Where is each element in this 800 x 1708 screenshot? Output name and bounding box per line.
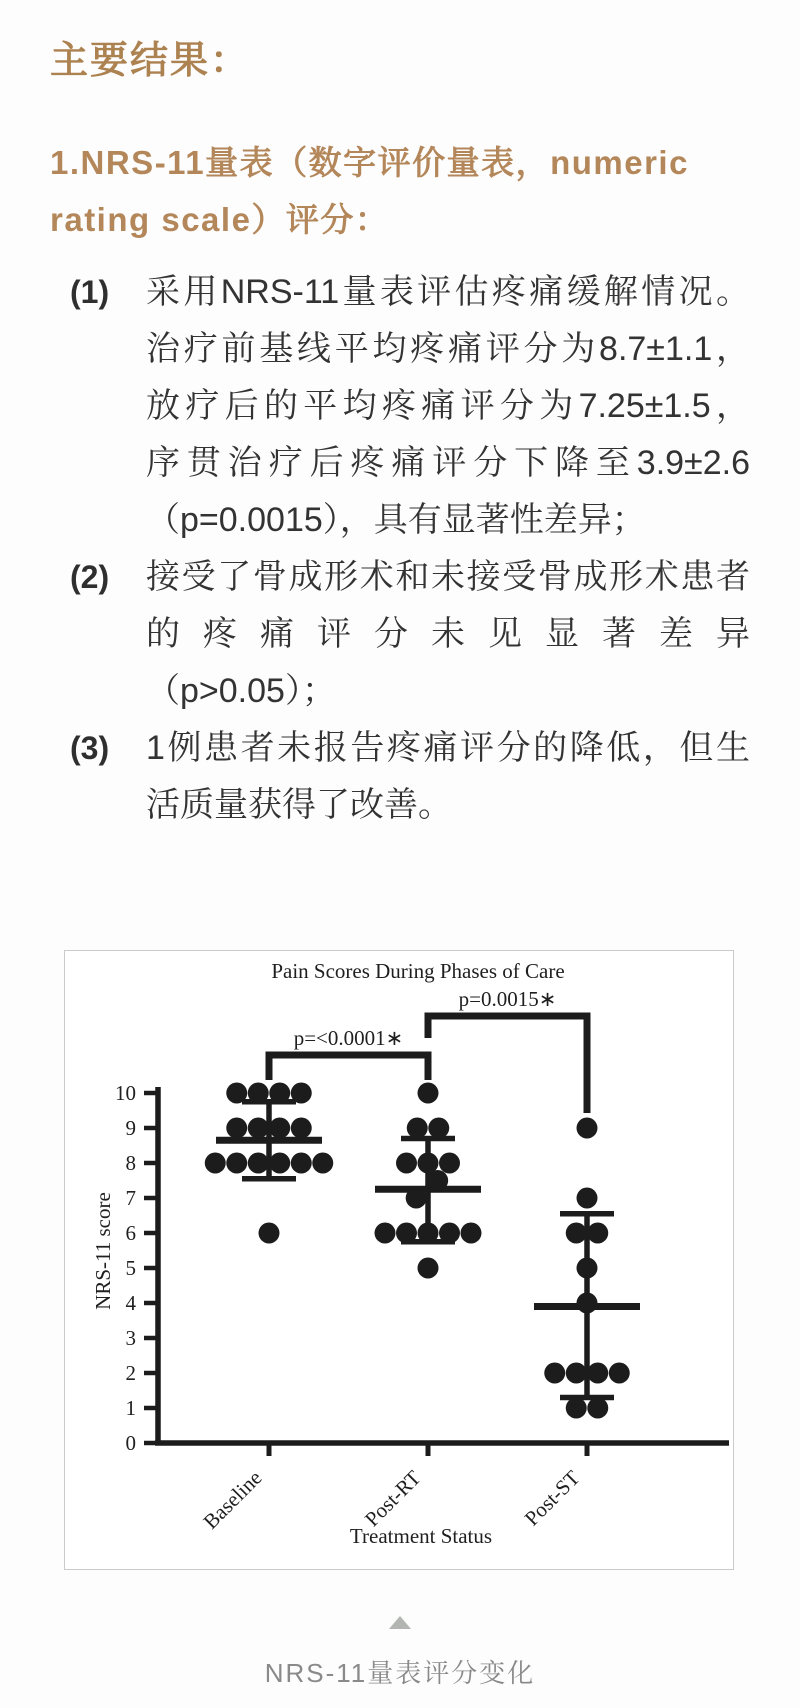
- data-point: [269, 1083, 290, 1104]
- item-number: (1): [70, 274, 110, 310]
- data-point: [566, 1363, 587, 1384]
- y-axis-label: NRS-11 score: [91, 1192, 115, 1310]
- section-heading-line1: 1.NRS-11量表（数字评价量表，numeric: [50, 144, 689, 181]
- data-point: [587, 1223, 608, 1244]
- data-point: [577, 1258, 598, 1279]
- chart-figure: [64, 950, 734, 1570]
- y-tick-label: 5: [125, 1256, 136, 1280]
- data-point: [439, 1153, 460, 1174]
- results-list: [50, 264, 750, 834]
- data-point: [544, 1363, 565, 1384]
- data-point: [418, 1223, 439, 1244]
- significance-label: p=<0.0001∗: [293, 1026, 404, 1050]
- data-point: [291, 1083, 312, 1104]
- y-tick-label: 0: [125, 1431, 136, 1455]
- section-heading: [50, 134, 750, 248]
- list-item: [50, 264, 750, 549]
- chart-title: Pain Scores During Phases of Care: [271, 959, 565, 983]
- data-point: [407, 1118, 428, 1139]
- x-category-label: Baseline: [198, 1465, 267, 1534]
- text-line: 活质量获得了改善。: [146, 786, 452, 824]
- data-point: [587, 1363, 608, 1384]
- data-point: [577, 1293, 598, 1314]
- significance-label: p=0.0015∗: [458, 987, 557, 1011]
- text-line: 的疼痛评分未见显著差异: [146, 615, 750, 653]
- data-point: [248, 1083, 269, 1104]
- data-point: [406, 1188, 427, 1209]
- section-heading-line2: rating scale）评分：: [50, 201, 390, 238]
- significance-bracket: [269, 1055, 428, 1080]
- list-item: [50, 549, 750, 720]
- data-point: [577, 1118, 598, 1139]
- up-triangle-icon: [389, 1616, 411, 1629]
- y-tick-label: 1: [125, 1396, 136, 1420]
- data-point: [291, 1118, 312, 1139]
- y-tick-label: 7: [125, 1186, 136, 1210]
- data-point: [269, 1118, 290, 1139]
- x-category-label: Post-ST: [519, 1465, 585, 1531]
- data-point: [461, 1223, 482, 1244]
- data-point: [226, 1118, 247, 1139]
- text-line: 接受了骨成形术和未接受骨成形术患者: [146, 558, 750, 596]
- data-point: [226, 1153, 247, 1174]
- data-point: [205, 1153, 226, 1174]
- text-line: 1例患者未报告疼痛评分的降低，但生: [146, 729, 750, 767]
- data-point: [291, 1153, 312, 1174]
- data-point: [312, 1153, 333, 1174]
- data-point: [375, 1223, 396, 1244]
- data-point: [248, 1118, 269, 1139]
- x-axis-label: Treatment Status: [349, 1524, 493, 1548]
- data-point: [566, 1398, 587, 1419]
- figure-caption: [50, 1616, 750, 1690]
- data-point: [577, 1188, 598, 1209]
- data-point: [396, 1223, 417, 1244]
- text-line: 治疗前基线平均疼痛评分为8.7±1.1，: [146, 330, 750, 368]
- item-number: (3): [70, 730, 110, 766]
- data-point: [587, 1398, 608, 1419]
- data-point: [248, 1153, 269, 1174]
- text-line: 放疗后的平均疼痛评分为7.25±1.5，: [146, 387, 750, 425]
- y-tick-label: 10: [115, 1081, 136, 1105]
- text-line: 采用NRS-11量表评估疼痛缓解情况。: [146, 273, 750, 311]
- text-line: （p=0.0015），具有显著性差异；: [146, 501, 646, 539]
- item-number: (2): [70, 559, 110, 595]
- text-line: （p>0.05）；: [146, 672, 336, 710]
- list-item: [50, 720, 750, 834]
- data-point: [418, 1258, 439, 1279]
- y-tick-label: 2: [125, 1361, 136, 1385]
- y-tick-label: 8: [125, 1151, 136, 1175]
- data-point: [428, 1118, 449, 1139]
- main-heading: 主要结果：: [50, 40, 251, 82]
- data-point: [609, 1363, 630, 1384]
- x-category-label: Post-RT: [359, 1465, 426, 1532]
- data-point: [269, 1153, 290, 1174]
- data-point: [396, 1153, 417, 1174]
- pain-score-chart: [65, 951, 733, 1569]
- y-tick-label: 6: [125, 1221, 136, 1245]
- y-tick-label: 4: [125, 1291, 136, 1315]
- y-tick-label: 9: [125, 1116, 136, 1140]
- data-point: [226, 1083, 247, 1104]
- caption-text: NRS-11量表评分变化: [264, 1658, 536, 1688]
- data-point: [427, 1170, 448, 1191]
- significance-bracket: [428, 1016, 587, 1113]
- data-point: [439, 1223, 460, 1244]
- data-point: [259, 1223, 280, 1244]
- data-point: [418, 1083, 439, 1104]
- text-line: 序贯治疗后疼痛评分下降至3.9±2.6: [146, 444, 750, 482]
- data-point: [566, 1223, 587, 1244]
- y-tick-label: 3: [125, 1326, 136, 1350]
